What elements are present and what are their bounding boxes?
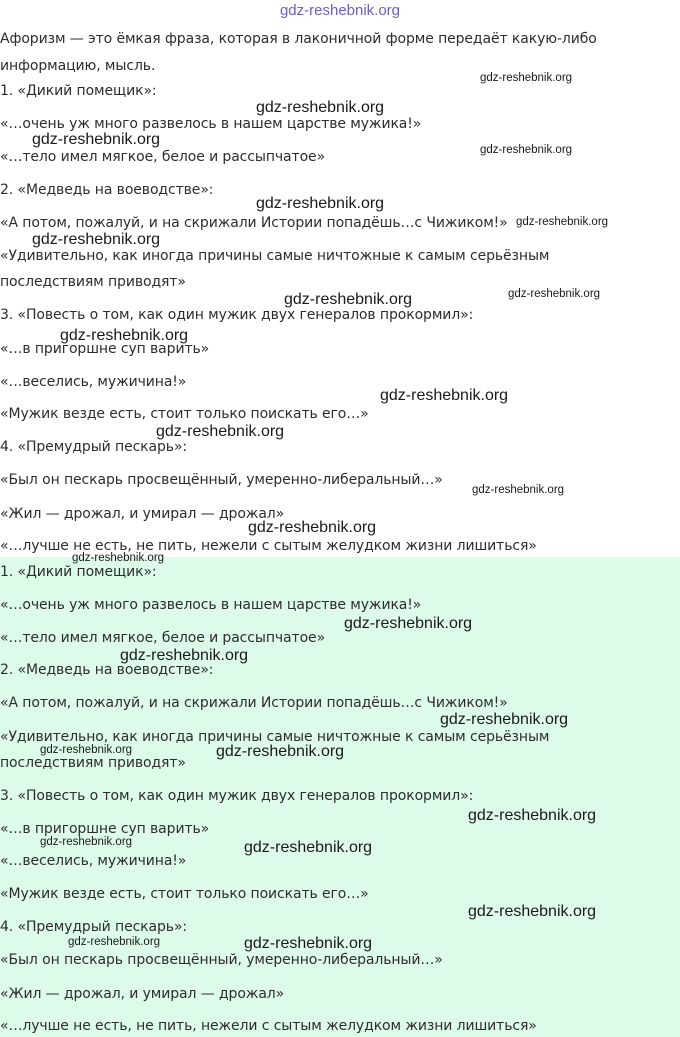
s2-heading-3: 3. «Повесть о том, как один мужик двух генералов прокормил»: xyxy=(0,788,474,804)
s2-quote: «…тело имел мягкое, белое и рассыпчатое» xyxy=(0,630,326,646)
header-watermark: gdz-reshebnik.org xyxy=(279,2,401,19)
watermark: gdz-reshebnik.org xyxy=(284,291,413,308)
watermark: gdz-reshebnik.org xyxy=(480,144,573,156)
s2-quote: «…очень уж много развелось в нашем царстве мужика!» xyxy=(0,597,422,613)
watermark: gdz-reshebnik.org xyxy=(156,423,285,440)
watermark: gdz-reshebnik.org xyxy=(468,807,597,824)
s1-quote: «…очень уж много развелось в нашем царстве мужика!» xyxy=(0,116,422,132)
s1-quote: «Мужик везде есть, стоит только поискать его…» xyxy=(0,406,369,422)
watermark: gdz-reshebnik.org xyxy=(380,387,509,404)
watermark: gdz-reshebnik.org xyxy=(40,836,133,848)
s1-quote: «А потом, пожалуй, и на скрижали Истории попадёшь…с Чижиком!» xyxy=(0,215,508,231)
watermark: gdz-reshebnik.org xyxy=(508,288,601,300)
s2-quote: «Мужик везде есть, стоит только поискать его…» xyxy=(0,886,369,902)
watermark: gdz-reshebnik.org xyxy=(216,743,345,760)
s1-heading-4: 4. «Премудрый пескарь»: xyxy=(0,439,188,455)
s2-heading-4: 4. «Премудрый пескарь»: xyxy=(0,919,188,935)
watermark: gdz-reshebnik.org xyxy=(32,131,161,148)
watermark: gdz-reshebnik.org xyxy=(248,519,377,536)
s2-quote: последствиям приводят» xyxy=(0,755,186,771)
watermark: gdz-reshebnik.org xyxy=(480,72,573,84)
watermark: gdz-reshebnik.org xyxy=(60,327,189,344)
watermark: gdz-reshebnik.org xyxy=(40,744,133,756)
s2-quote: «Удивительно, как иногда причины самые ничтожные к самым серьёзным xyxy=(0,729,550,745)
watermark: gdz-reshebnik.org xyxy=(344,615,473,632)
s2-quote: «Был он пескарь просвещённый, умеренно-либеральный…» xyxy=(0,952,443,968)
s1-quote: последствиям приводят» xyxy=(0,274,186,290)
watermark: gdz-reshebnik.org xyxy=(516,216,609,228)
s1-quote: «…тело имел мягкое, белое и рассыпчатое» xyxy=(0,149,326,165)
s2-quote: «…веселись, мужичина!» xyxy=(0,853,187,869)
s2-quote: «А потом, пожалуй, и на скрижали Истории попадёшь…с Чижиком!» xyxy=(0,695,508,711)
watermark: gdz-reshebnik.org xyxy=(120,647,249,664)
watermark: gdz-reshebnik.org xyxy=(68,936,161,948)
s1-quote: «Удивительно, как иногда причины самые ничтожные к самым серьёзным xyxy=(0,248,550,264)
s1-heading-2: 2. «Медведь на воеводстве»: xyxy=(0,182,214,198)
watermark: gdz-reshebnik.org xyxy=(472,484,565,496)
watermark: gdz-reshebnik.org xyxy=(256,99,385,116)
watermark: gdz-reshebnik.org xyxy=(256,195,385,212)
watermark: gdz-reshebnik.org xyxy=(440,711,569,728)
intro-line-2: информацию, мысль. xyxy=(0,58,156,74)
s1-quote: «…в пригоршне суп варить» xyxy=(0,341,210,357)
s1-quote: «…лучше не есть, не пить, нежели с сытым желудком жизни лишиться» xyxy=(0,538,537,554)
s1-quote: «Жил — дрожал, и умирал — дрожал» xyxy=(0,506,285,522)
s2-quote: «…лучше не есть, не пить, нежели с сытым желудком жизни лишиться» xyxy=(0,1018,537,1034)
s2-quote: «Жил — дрожал, и умирал — дрожал» xyxy=(0,986,285,1002)
s1-quote: «Был он пескарь просвещённый, умеренно-либеральный…» xyxy=(0,472,443,488)
watermark: gdz-reshebnik.org xyxy=(32,231,161,248)
s1-quote: «…веселись, мужичина!» xyxy=(0,374,187,390)
s1-heading-3: 3. «Повесть о том, как один мужик двух генералов прокормил»: xyxy=(0,307,474,323)
s2-quote: «…в пригоршне суп варить» xyxy=(0,821,210,837)
watermark: gdz-reshebnik.org xyxy=(244,935,373,952)
watermark: gdz-reshebnik.org xyxy=(468,903,597,920)
intro-line-1: Афоризм — это ёмкая фраза, которая в лаконичной форме передаёт какую-либо xyxy=(0,31,597,47)
s2-heading-1: 1. «Дикий помещик»: xyxy=(0,564,157,580)
watermark: gdz-reshebnik.org xyxy=(244,839,373,856)
s1-heading-1: 1. «Дикий помещик»: xyxy=(0,83,157,99)
watermark: gdz-reshebnik.org xyxy=(72,552,165,564)
s2-heading-2: 2. «Медведь на воеводстве»: xyxy=(0,662,214,678)
